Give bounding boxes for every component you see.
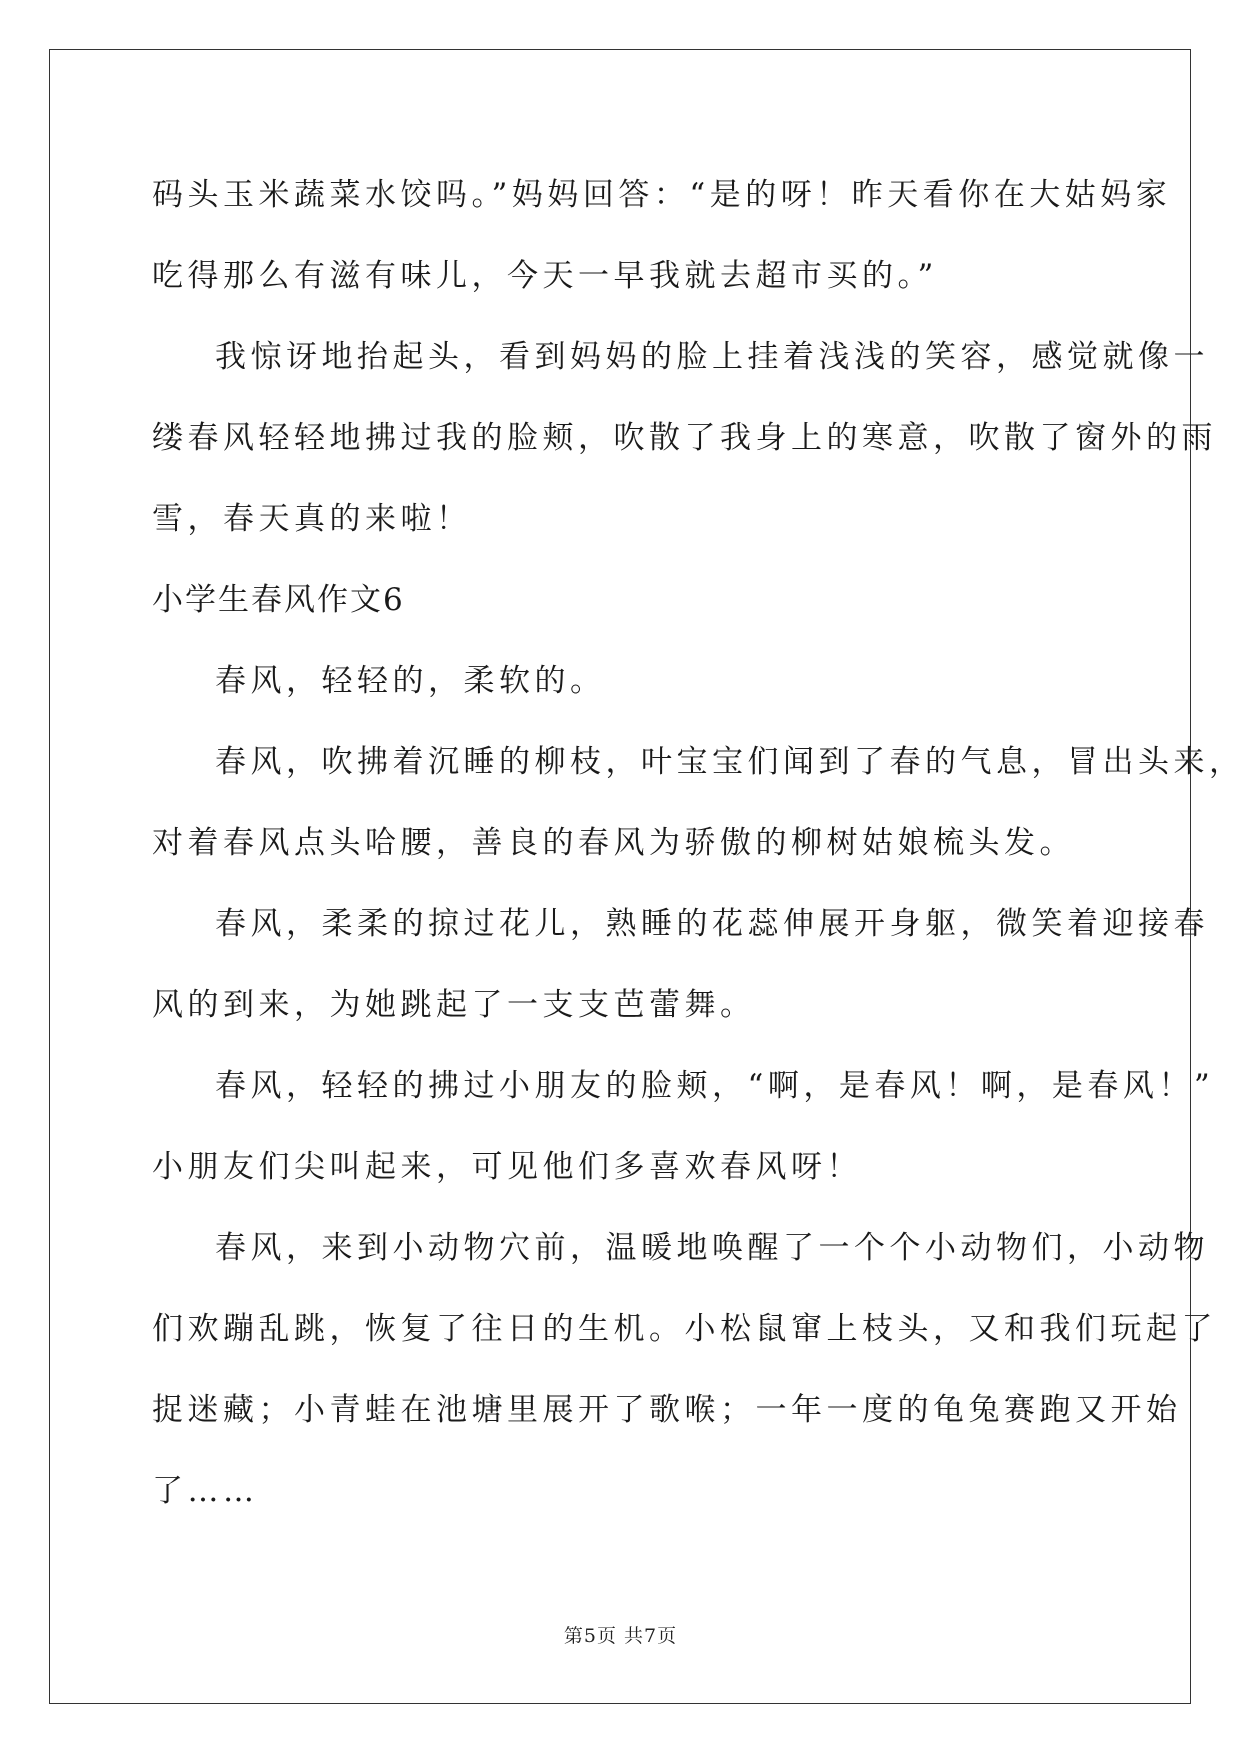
text-line: 春风，轻轻的拂过小朋友的脸颊，“啊，是春风！啊，是春风！”: [215, 1068, 1215, 1104]
section-heading: 小学生春风作文6: [152, 582, 405, 618]
text-line: 缕春风轻轻地拂过我的脸颊，吹散了我身上的寒意，吹散了窗外的雨: [152, 420, 1217, 456]
text-line: 码头玉米蔬菜水饺吗。”妈妈回答：“是的呀！昨天看你在大姑妈家: [152, 177, 1172, 213]
text-line: 吃得那么有滋有味儿，今天一早我就去超市买的。”: [152, 258, 938, 294]
text-line: 春风，来到小动物穴前，温暖地唤醒了一个个小动物们，小动物: [215, 1230, 1209, 1266]
text-line: 春风，柔柔的掠过花儿，熟睡的花蕊伸展开身躯，微笑着迎接春: [215, 906, 1209, 942]
text-line: 春风，轻轻的，柔软的。: [215, 663, 606, 699]
text-line: 了……: [152, 1473, 259, 1509]
text-line: 小朋友们尖叫起来，可见他们多喜欢春风呀！: [152, 1149, 862, 1185]
text-line: 春风，吹拂着沉睡的柳枝，叶宝宝们闻到了春的气息，冒出头来，: [215, 744, 1245, 780]
document-body: [152, 155, 1245, 1532]
page-number-footer: 第5页 共7页: [563, 1625, 678, 1647]
text-line: 对着春风点头哈腰，善良的春风为骄傲的柳树姑娘梳头发。: [152, 825, 1075, 861]
text-line: 风的到来，为她跳起了一支支芭蕾舞。: [152, 987, 756, 1023]
text-line: 们欢蹦乱跳，恢复了往日的生机。小松鼠窜上枝头，又和我们玩起了: [152, 1311, 1217, 1347]
text-line: 雪，春天真的来啦！: [152, 501, 472, 537]
text-line: 捉迷藏；小青蛙在池塘里展开了歌喉；一年一度的龟兔赛跑又开始: [152, 1392, 1182, 1428]
text-line: 我惊讶地抬起头，看到妈妈的脸上挂着浅浅的笑容，感觉就像一: [215, 339, 1209, 375]
